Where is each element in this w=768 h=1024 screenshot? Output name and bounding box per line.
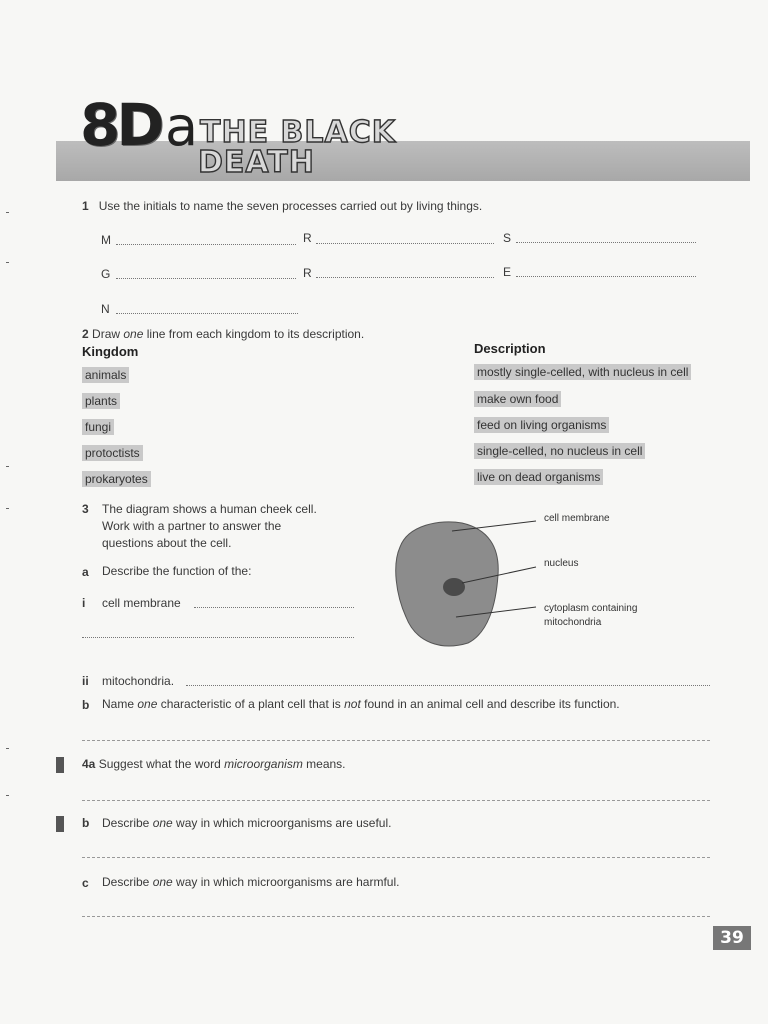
- question-number: 3: [82, 502, 89, 516]
- answer-line-e[interactable]: [516, 276, 696, 277]
- part-i-text: cell membrane: [102, 596, 181, 610]
- label-nucleus: nucleus: [544, 558, 579, 569]
- description-3[interactable]: feed on living organisms: [474, 417, 609, 433]
- text-part: means.: [302, 757, 346, 771]
- initial-s: S: [503, 231, 512, 245]
- answer-line-i-2[interactable]: [82, 637, 354, 638]
- text-part: way in which microorganisms are useful.: [172, 816, 392, 830]
- part-4b-text: [102, 816, 391, 830]
- text-part: characteristic of a plant cell that is: [157, 697, 345, 711]
- text-part: Suggest what the word: [98, 757, 225, 771]
- question-text: Use the initials to name the seven processes carried out by living things.: [98, 199, 483, 213]
- text-part: Describe: [102, 816, 153, 830]
- margin-mark: [6, 212, 9, 213]
- initial-r2: R: [303, 266, 312, 280]
- page-number: 39: [713, 926, 751, 950]
- question-2: [82, 327, 364, 341]
- intro-line: The diagram shows a human cheek cell.: [102, 502, 317, 516]
- question-4a: [82, 757, 346, 771]
- part-label-a: a: [82, 565, 89, 579]
- answer-line-3b[interactable]: [82, 740, 710, 741]
- part-4c-text: [102, 875, 399, 889]
- page-title-line1: THE BLACK: [200, 115, 396, 150]
- answer-line-s[interactable]: [516, 242, 696, 243]
- part-ii-text: mitochondria.: [102, 674, 175, 688]
- part-label-i: i: [82, 596, 86, 610]
- part-label-4b: b: [82, 816, 90, 830]
- margin-mark: [6, 262, 9, 263]
- answer-line-ii[interactable]: [186, 685, 710, 686]
- answer-line-n[interactable]: [116, 313, 298, 314]
- question-text-part: Draw: [92, 327, 124, 341]
- label-cytoplasm-line2: mitochondria: [544, 617, 602, 628]
- initial-r1: R: [303, 231, 312, 245]
- text-emph: microorganism: [224, 757, 303, 771]
- label-cytoplasm-line1: cytoplasm containing: [544, 603, 638, 614]
- part-a-text: Describe the function of the:: [102, 564, 252, 578]
- kingdom-animals[interactable]: animals: [82, 367, 129, 383]
- intro-line: questions about the cell.: [102, 536, 232, 550]
- initial-e: E: [503, 265, 512, 279]
- kingdom-fungi[interactable]: fungi: [82, 419, 114, 435]
- question-text-part: line from each kingdom to its description.: [143, 327, 365, 341]
- margin-tab-marker: [56, 757, 64, 773]
- question-number: 2: [82, 327, 89, 341]
- margin-mark: [6, 508, 9, 509]
- initial-m: M: [101, 233, 111, 247]
- initial-n: N: [101, 302, 110, 316]
- kingdom-protoctists[interactable]: protoctists: [82, 445, 143, 461]
- part-label-ii: ii: [82, 674, 89, 688]
- answer-line-4b[interactable]: [82, 857, 710, 858]
- description-5[interactable]: live on dead organisms: [474, 469, 603, 485]
- text-emph: one: [152, 816, 173, 830]
- label-cell-membrane: cell membrane: [544, 513, 610, 524]
- part-label-4a: 4a: [82, 757, 96, 771]
- page-title-line2: DEATH: [198, 145, 315, 180]
- unit-code: 8D: [80, 91, 161, 159]
- answer-line-i-1[interactable]: [194, 607, 354, 608]
- margin-mark: [6, 795, 9, 796]
- margin-mark: [6, 466, 9, 467]
- description-2[interactable]: make own food: [474, 391, 561, 407]
- intro-line: Work with a partner to answer the: [102, 519, 282, 533]
- description-4[interactable]: single-celled, no nucleus in cell: [474, 443, 645, 459]
- answer-line-4a[interactable]: [82, 800, 710, 801]
- answer-line-r1[interactable]: [316, 243, 494, 244]
- text-part: Name: [102, 697, 138, 711]
- answer-line-r2[interactable]: [316, 277, 494, 278]
- nucleus-shape: [443, 578, 465, 596]
- kingdom-plants[interactable]: plants: [82, 393, 120, 409]
- initial-g: G: [101, 267, 111, 281]
- part-label-4c: c: [82, 876, 89, 890]
- cheek-cell-diagram: [380, 505, 680, 655]
- unit-letter: a: [165, 95, 199, 158]
- question-3-intro: [102, 501, 317, 552]
- kingdom-heading: Kingdom: [82, 344, 139, 359]
- text-part: found in an animal cell and describe its function.: [360, 697, 620, 711]
- question-number: 1: [82, 199, 89, 213]
- text-part: Describe: [102, 875, 153, 889]
- margin-mark: [6, 748, 9, 749]
- question-1: [82, 199, 482, 213]
- label-cytoplasm: [544, 602, 637, 630]
- text-part: way in which microorganisms are harmful.: [172, 875, 400, 889]
- answer-line-m[interactable]: [116, 244, 296, 245]
- description-1[interactable]: mostly single-celled, with nucleus in cell: [474, 364, 691, 380]
- kingdom-prokaryotes[interactable]: prokaryotes: [82, 471, 151, 487]
- text-emph: one: [137, 697, 158, 711]
- text-emph: not: [344, 697, 361, 711]
- question-text-emph: one: [123, 327, 144, 341]
- text-emph: one: [152, 875, 173, 889]
- part-label-b: b: [82, 698, 90, 712]
- answer-line-g[interactable]: [116, 278, 296, 279]
- part-b-text: [102, 697, 620, 711]
- answer-line-4c[interactable]: [82, 916, 710, 917]
- margin-tab-marker: [56, 816, 64, 832]
- description-heading: Description: [474, 341, 546, 356]
